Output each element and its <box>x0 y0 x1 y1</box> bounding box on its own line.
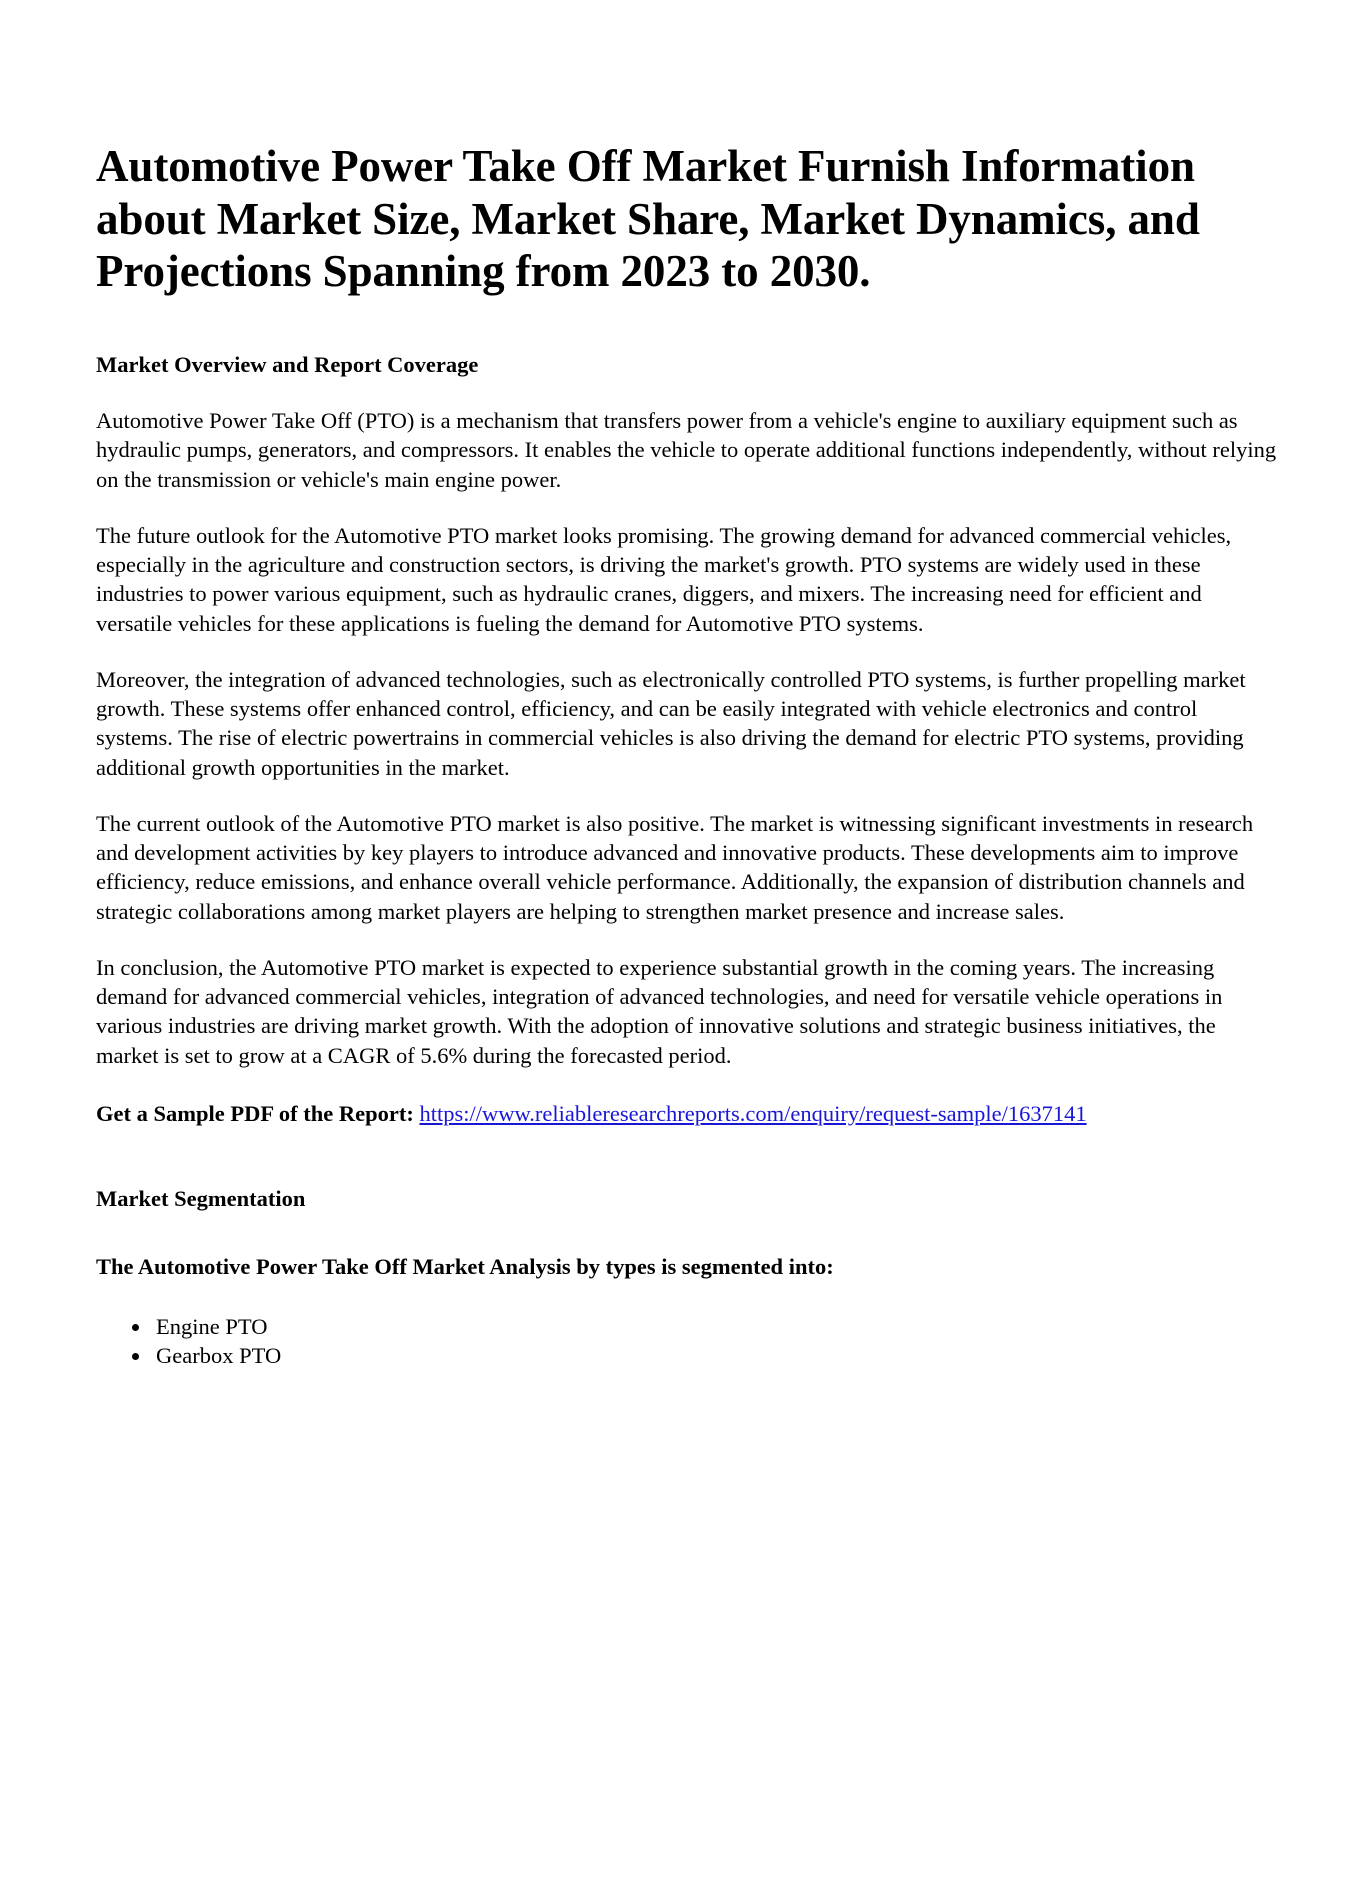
section-heading-market-segmentation: Market Segmentation <box>96 1186 306 1212</box>
sample-pdf-line <box>96 1099 1277 1128</box>
sample-pdf-label: Get a Sample PDF of the Report: <box>96 1100 414 1126</box>
page-title: Automotive Power Take Off Market Furnish Information about Market Size, Market Share, Market Dynamics, and Projections Spanning from 2023 to 2030. <box>96 141 1200 297</box>
sample-pdf-link[interactable]: https://www.reliableresearchreports.com/enquiry/request-sample/1637141 <box>419 1100 1087 1126</box>
list-item: • Gearbox PTO <box>152 1341 1277 1370</box>
types-list <box>96 1312 1277 1371</box>
section-spacer <box>96 1128 1277 1184</box>
subheading-types-segmentation: The Automotive Power Take Off Market Analysis by types is segmented into: <box>96 1254 834 1280</box>
list-item: • Engine PTO <box>152 1312 1277 1341</box>
paragraph-advanced-technologies: Moreover, the integration of advanced technologies, such as electronically controlled PTO systems, is further propelling market growth. These systems offer enhanced control, efficiency, and can be easily integrated with vehicle electronics and control systems. The rise of electric powertrains in commercial vehicles is also driving the demand for electric PTO systems, providing additional growth opportunities in the market. <box>96 666 1246 780</box>
paragraph-conclusion: In conclusion, the Automotive PTO market is expected to experience substantial growth in the coming years. The increasing demand for advanced commercial vehicles, integration of advanced technologies, and need for versatile vehicle operations in various industries are driving market growth. With the adoption of innovative solutions and strategic business initiatives, the market is set to grow at a CAGR of 5.6% during the forecasted period. <box>96 954 1223 1068</box>
section-heading-market-overview: Market Overview and Report Coverage <box>96 351 479 377</box>
paragraph-definition: Automotive Power Take Off (PTO) is a mechanism that transfers power from a vehicle's engine to auxiliary equipment such as hydraulic pumps, generators, and compressors. It enables the vehicle to operate additional functions independently, without relying on the transmission or vehicle's main engine power. <box>96 408 1277 492</box>
paragraph-future-outlook: The future outlook for the Automotive PTO market looks promising. The growing demand for advanced commercial vehicles, especially in the agriculture and construction sectors, is driving the market's growth. PTO systems are widely used in these industries to power various equipment, such as hydraulic cranes, diggers, and mixers. The increasing need for efficient and versatile vehicles for these applications is fueling the demand for Automotive PTO systems. <box>96 522 1232 636</box>
paragraph-current-outlook: The current outlook of the Automotive PTO market is also positive. The market is witnessing significant investments in research and development activities by key players to introduce advanced and innovative products. These developments aim to improve efficiency, reduce emissions, and enhance overall vehicle performance. Additionally, the expansion of distribution channels and strategic collaborations among market players are helping to strengthen market presence and increase sales. <box>96 810 1254 924</box>
